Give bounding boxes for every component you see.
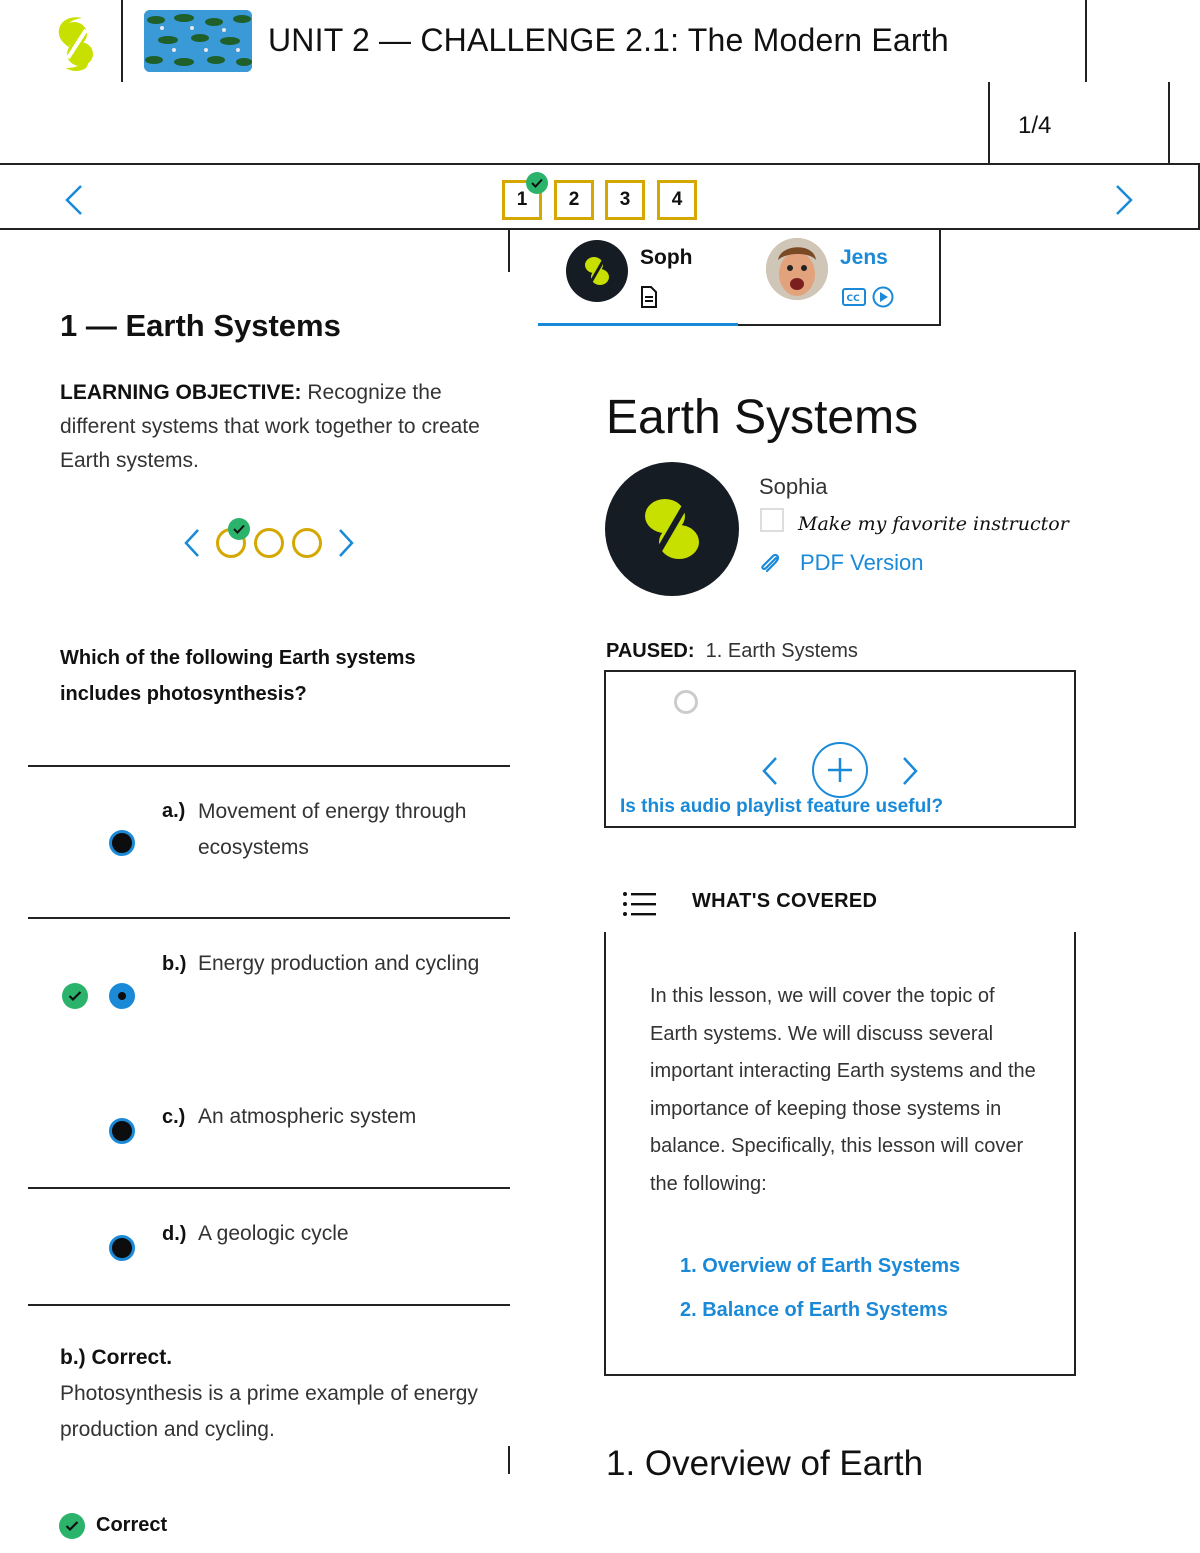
correct-answer-check-icon — [62, 983, 88, 1009]
option-b-letter: b.) — [162, 953, 187, 975]
instructor-logo-icon — [605, 462, 739, 596]
result-check-icon — [59, 1513, 85, 1539]
paperclip-icon — [758, 550, 782, 581]
option-a-radio[interactable] — [109, 830, 135, 856]
option-d-letter: d.) — [162, 1223, 187, 1245]
option-a-text: Movement of energy through ecosystems — [198, 800, 467, 859]
audio-progress-handle[interactable] — [674, 690, 698, 714]
favorite-checkbox[interactable] — [760, 508, 784, 532]
audio-next-arrow-icon[interactable] — [902, 756, 918, 791]
instructor-avatar — [766, 238, 828, 300]
feedback-status: Correct. — [91, 1346, 173, 1369]
step-label: 3 — [619, 189, 631, 210]
audio-prev-arrow-icon[interactable] — [762, 756, 778, 791]
covered-link-balance[interactable]: 2. Balance of Earth Systems — [680, 1299, 948, 1321]
instructor-name: Sophia — [759, 474, 828, 499]
sophia-logo-icon[interactable] — [52, 14, 100, 72]
audio-add-button[interactable] — [812, 742, 868, 798]
next-page-arrow-icon[interactable] — [1114, 184, 1134, 221]
play-icon[interactable] — [872, 286, 894, 313]
tab-name: Jens — [840, 246, 888, 269]
step-1-complete-check-icon — [526, 172, 548, 194]
step-label: 2 — [568, 189, 580, 210]
step-2-button[interactable] — [554, 180, 594, 220]
question-text: Which of the following Earth systems includes photosynthesis? — [60, 647, 416, 705]
whats-covered-heading: WHAT'S COVERED — [692, 890, 878, 912]
objective-text: Recognize the different systems that work together to create Earth systems. — [60, 381, 480, 472]
step-3-button[interactable] — [605, 180, 645, 220]
question-prev-arrow-icon[interactable] — [184, 528, 200, 563]
audio-feedback-link[interactable]: Is this audio playlist feature useful? — [620, 796, 944, 817]
prev-page-arrow-icon[interactable] — [64, 184, 84, 221]
option-d-radio[interactable] — [109, 1235, 135, 1261]
lesson-heading: Earth Systems — [606, 391, 919, 444]
option-b-radio[interactable] — [109, 983, 135, 1009]
step-label: 1 — [516, 189, 528, 210]
page-counter: 1/4 — [1018, 112, 1052, 139]
closed-caption-icon[interactable] — [842, 288, 866, 311]
question-dot-3[interactable] — [292, 528, 322, 558]
option-c-letter: c.) — [162, 1106, 186, 1128]
paused-label: PAUSED: — [606, 640, 695, 662]
covered-link-overview[interactable]: 1. Overview of Earth Systems — [680, 1255, 961, 1277]
favorite-label: Make my favorite instructor — [798, 513, 1069, 535]
page-title: UNIT 2 — CHALLENGE 2.1: The Modern Earth — [268, 22, 949, 58]
tab-sophia[interactable] — [538, 232, 738, 326]
result-label: Correct — [96, 1514, 168, 1536]
whats-covered-text: In this lesson, we will cover the topic of Earth systems. We will discuss several important interacting Earth systems and the importance of keeping those systems in balance. Specifically, this lesson will cover the following: — [650, 985, 1036, 1195]
document-icon — [640, 286, 658, 313]
sophia-avatar — [566, 240, 628, 302]
pdf-version-link[interactable]: PDF Version — [800, 550, 924, 575]
answer-feedback — [60, 1340, 480, 1448]
objective-label: LEARNING OBJECTIVE: — [60, 381, 302, 404]
question-1-check-icon — [228, 518, 250, 540]
section-title: 1 — Earth Systems — [60, 308, 341, 343]
list-icon — [622, 890, 656, 923]
question-dot-2[interactable] — [254, 528, 284, 558]
question-next-arrow-icon[interactable] — [338, 528, 354, 563]
paused-status — [606, 640, 858, 663]
option-c-radio[interactable] — [109, 1118, 135, 1144]
tab-jensen[interactable] — [740, 232, 938, 324]
feedback-letter: b.) — [60, 1346, 86, 1369]
svg-text:CC: CC — [846, 294, 860, 304]
option-c-text: An atmospheric system — [198, 1105, 417, 1128]
paused-track: 1. Earth Systems — [705, 640, 858, 662]
step-4-button[interactable] — [657, 180, 697, 220]
section-heading: 1. Overview of Earth — [606, 1444, 924, 1483]
tab-name: Soph — [640, 246, 693, 269]
option-d-text: A geologic cycle — [198, 1222, 349, 1245]
step-label: 4 — [671, 189, 683, 210]
learning-objective — [60, 376, 480, 478]
feedback-explanation: Photosynthesis is a prime example of energy production and cycling. — [60, 1382, 478, 1441]
option-a-letter: a.) — [162, 800, 186, 822]
option-b-text: Energy production and cycling — [198, 952, 480, 975]
course-thumbnail — [144, 10, 252, 72]
